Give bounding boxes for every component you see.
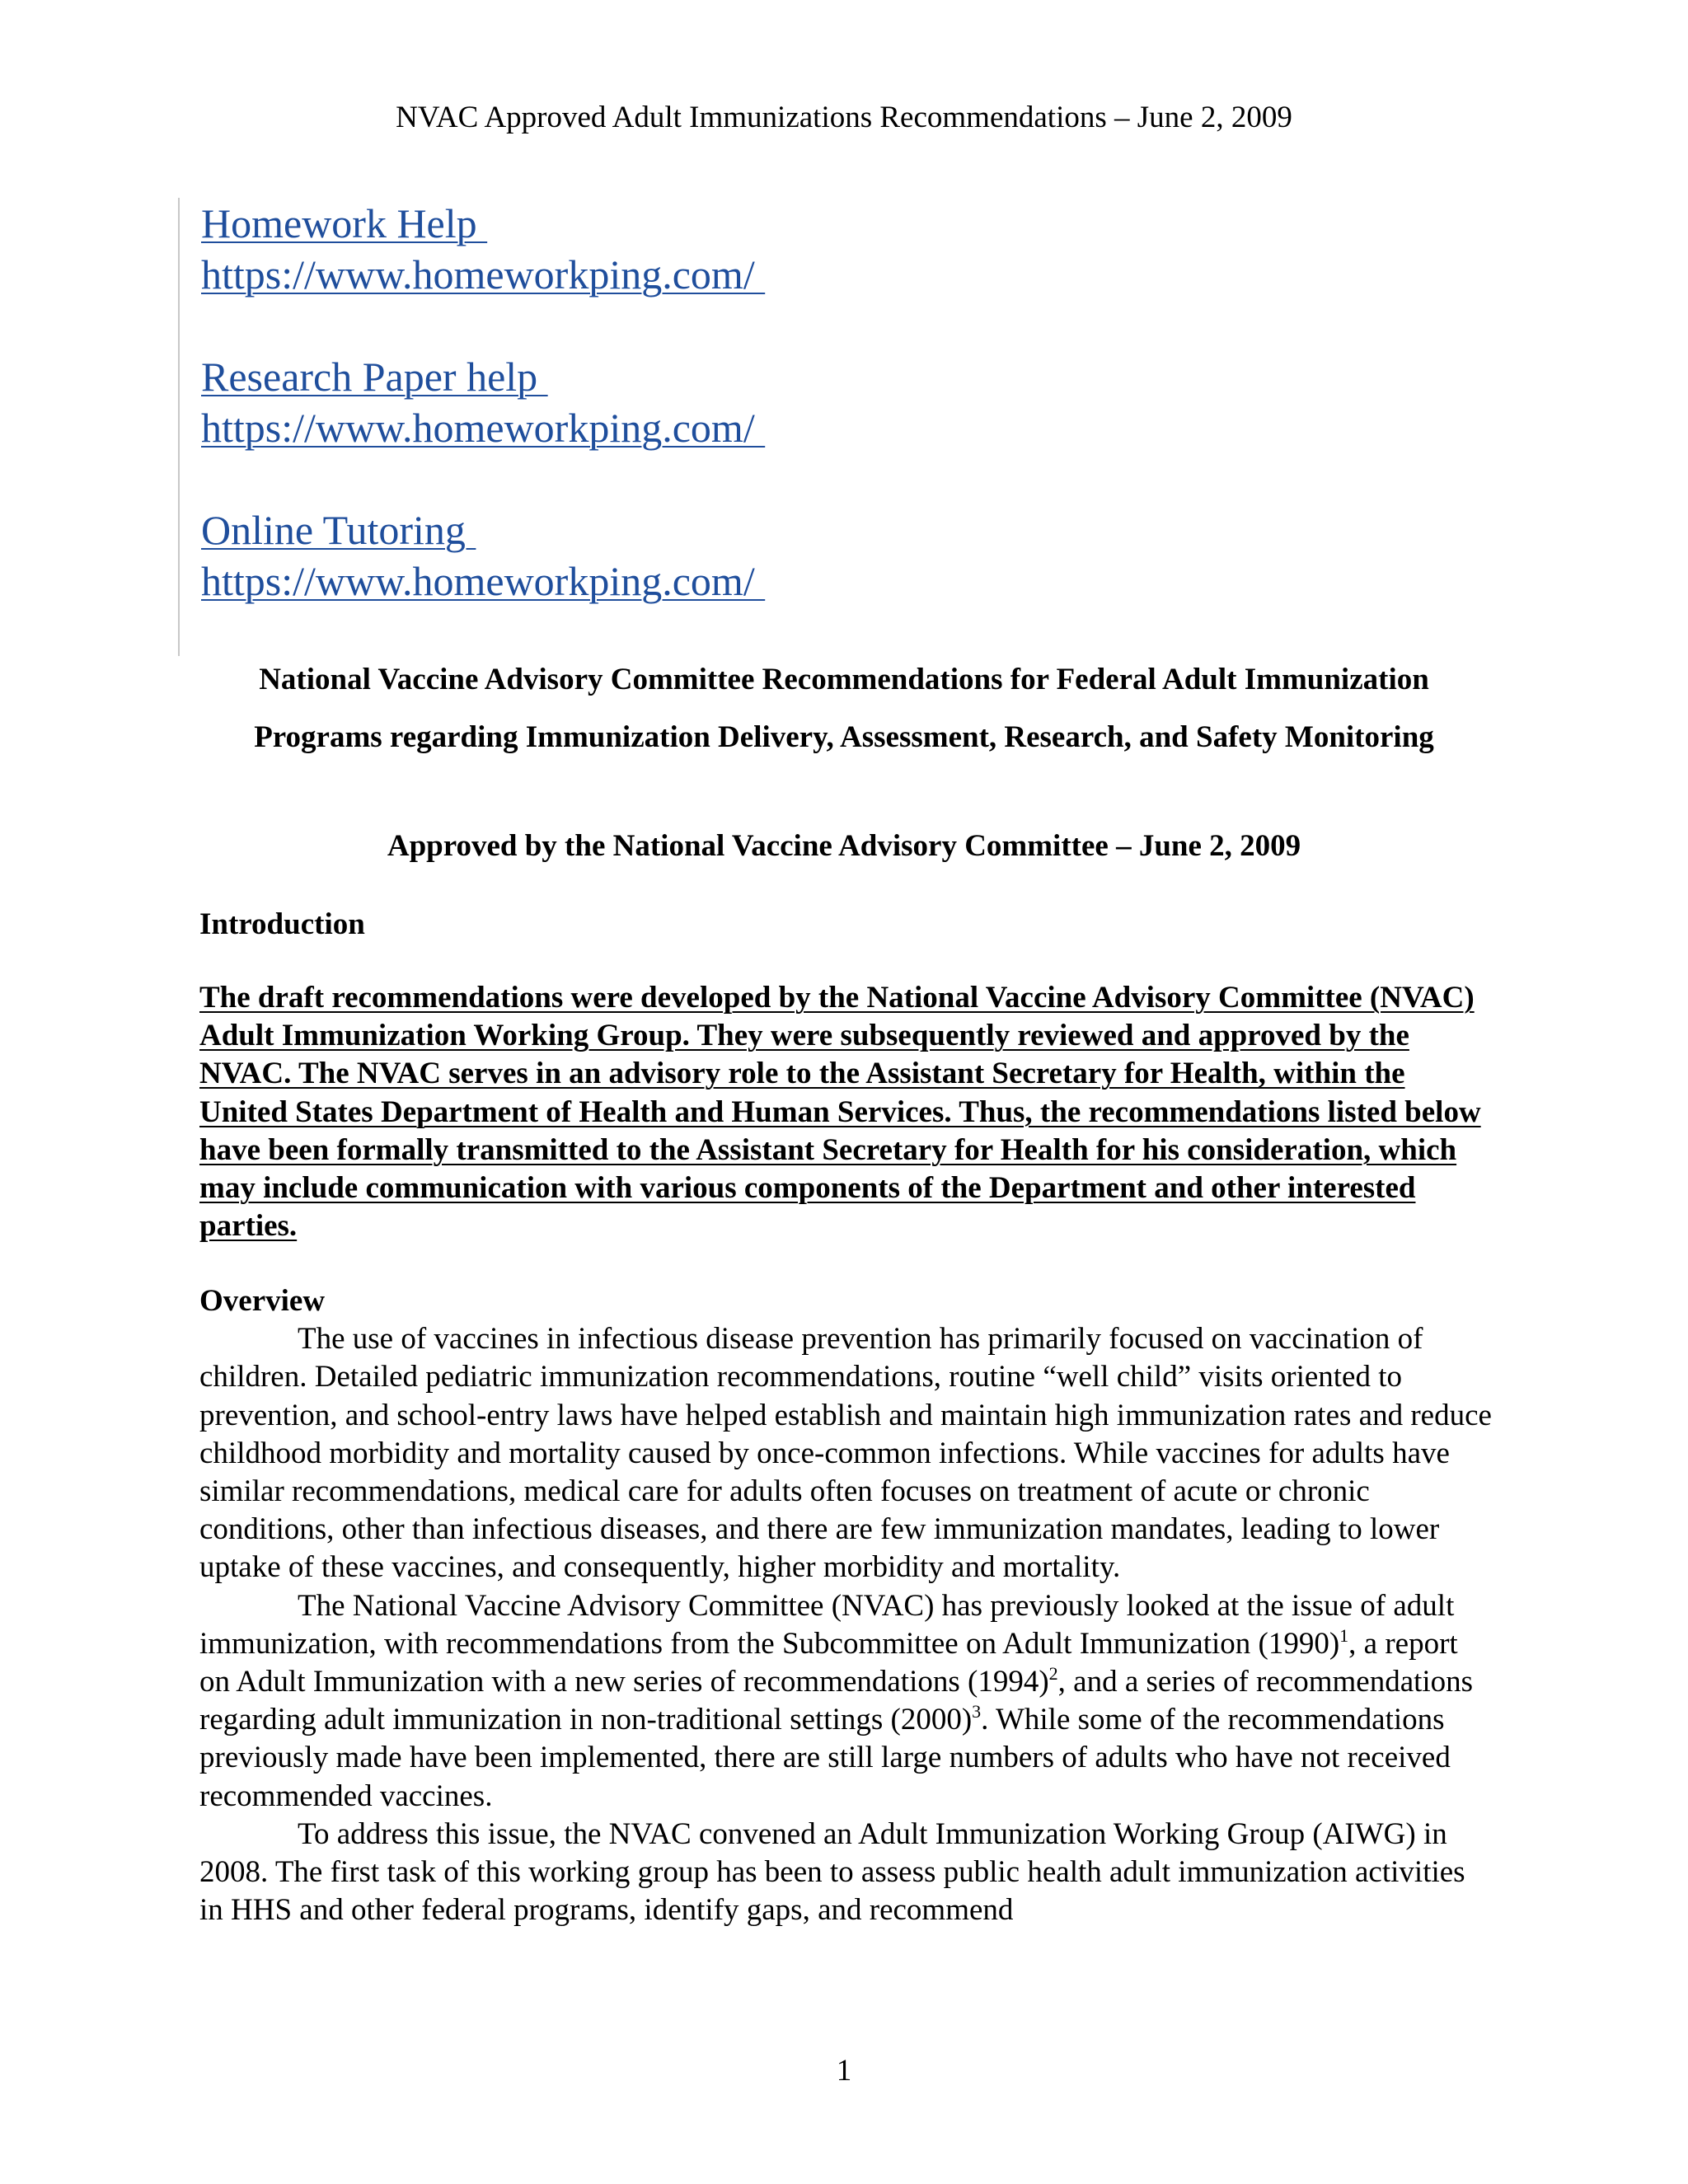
introduction-paragraph [199, 979, 1493, 1245]
overview-paragraph-2-text-d: . While some of the recommendations previously made have been implemented, there are still large numbers of adults who have not received recommended vaccines. [199, 1703, 1451, 1813]
introduction-heading: Introduction [199, 907, 365, 941]
footnote-ref-2: 2 [1048, 1663, 1058, 1685]
footnote-ref-1: 1 [1339, 1624, 1349, 1646]
research-paper-help-url-link[interactable]: https://www.homeworkping.com/ [201, 405, 766, 451]
overview-section [199, 1282, 1493, 1929]
promo-links [178, 198, 831, 656]
overview-heading: Overview [199, 1284, 326, 1318]
approval-line: Approved by the National Vaccine Advisory Committee – June 2, 2009 [387, 829, 1301, 863]
overview-paragraph-2 [199, 1587, 1493, 1816]
link-group-research-paper-help [201, 351, 831, 453]
overview-paragraph-2-text-b: , a report on Adult Immunization with a new series of recommendations (1994) [199, 1626, 1458, 1699]
online-tutoring-url-link[interactable]: https://www.homeworkping.com/ [201, 558, 766, 604]
link-group-online-tutoring [201, 504, 831, 607]
online-tutoring-link[interactable]: Online Tutoring [201, 507, 476, 553]
document-title-line-1: National Vaccine Advisory Committee Recommendations for Federal Adult Immunization [259, 663, 1429, 696]
introduction-paragraph-text: The draft recommendations were developed by the National Vaccine Advisory Committee (NVAC) Adult Immunization Working Group. They were subsequently reviewed and approved by the NVAC. The NVAC serves in an advisory role to the Assistant Secretary for Health, within the United States Department of Health and Human Services. Thus, the recommendations listed below have been formally transmitted to the Assistant Secretary for Health for his consideration, which may include communication with various components of the Department and other interested parties. [199, 981, 1481, 1244]
document-title-line-2: Programs regarding Immunization Delivery, Assessment, Research, and Safety Monitoring [254, 720, 1434, 754]
research-paper-help-link[interactable]: Research Paper help [201, 354, 548, 400]
overview-paragraph-1: The use of vaccines in infectious disease prevention has primarily focused on vaccination of children. Detailed pediatric immunization recommendations, routine “well child” visits oriented to prevention, and school-entry laws have helped establish and maintain high immunization rates and reduce childhood morbidity and mortality caused by once-common infections. While vaccines for adults have similar recommendations, medical care for adults often focuses on treatment of acute or chronic conditions, other than infectious diseases, and there are few immunization mandates, leading to lower uptake of these vaccines, and consequently, higher morbidity and mortality. [199, 1322, 1492, 1585]
page-number: 1 [836, 2054, 852, 2088]
document-title [165, 651, 1523, 766]
homework-help-url-link[interactable]: https://www.homeworkping.com/ [201, 251, 766, 298]
running-header: NVAC Approved Adult Immunizations Recommendations – June 2, 2009 [396, 101, 1292, 134]
overview-paragraph-2-text-a: The National Vaccine Advisory Committee (NVAC) has previously looked at the issue of adult immunization, with recommendations from the Subcommittee on Adult Immunization (1990) [199, 1588, 1455, 1661]
overview-paragraph-2-text-c: , and a series of recommendations regarding adult immunization in non-traditional settings (2000) [199, 1665, 1474, 1737]
overview-paragraph-3: To address this issue, the NVAC convened an Adult Immunization Working Group (AIWG) in 2008. The first task of this working group has been to assess public health adult immunization activities in HHS and other federal programs, identify gaps, and recommend [199, 1816, 1465, 1928]
link-group-homework-help [201, 198, 831, 300]
homework-help-link[interactable]: Homework Help [201, 200, 488, 246]
footnote-ref-3: 3 [972, 1701, 982, 1722]
